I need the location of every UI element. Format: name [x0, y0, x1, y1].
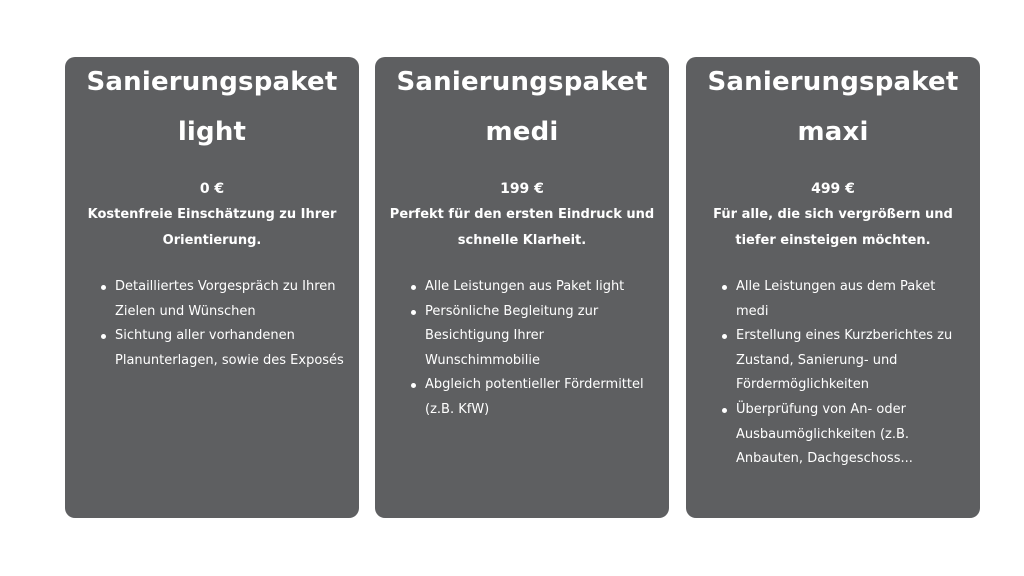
package-card-light [65, 57, 359, 518]
package-title-line: Sanierungspaket [86, 67, 338, 97]
feature-item: Sichtung aller vorhandenen Planunterlagen, sowie des Exposés [65, 324, 351, 373]
package-name: maxi [797, 117, 869, 147]
package-price: 0 € [199, 181, 225, 197]
feature-item: Alle Leistungen aus Paket light [375, 275, 661, 300]
package-name: medi [485, 117, 559, 147]
package-title [65, 57, 359, 157]
feature-item: Detailliertes Vorgespräch zu Ihren Zielen und Wünschen [65, 275, 351, 324]
package-title [686, 57, 980, 157]
package-price: 199 € [500, 181, 544, 197]
feature-item: Persönliche Begleitung zur Besichtigung Ihrer Wunschimmobilie [375, 300, 661, 374]
feature-list [375, 275, 661, 423]
package-title-line: Sanierungspaket [396, 67, 648, 97]
package-title-line: Sanierungspaket [707, 67, 959, 97]
feature-item: Erstellung eines Kurzberichtes zu Zustand, Sanierung- und Fördermöglichkeiten [686, 324, 972, 398]
feature-list [65, 275, 351, 373]
package-card-medi [375, 57, 669, 518]
package-tagline: Kostenfreie Einschätzung zu Ihrer Orientierung. [87, 207, 337, 248]
package-price: 499 € [811, 181, 855, 197]
feature-list [686, 275, 972, 472]
feature-item: Überprüfung von An- oder Ausbaumöglichkeiten (z.B. Anbauten, Dachgeschoss... [686, 398, 972, 472]
package-card-maxi [686, 57, 980, 518]
package-tagline: Für alle, die sich vergrößern und tiefer einsteigen möchten. [713, 207, 953, 248]
feature-item: Abgleich potentieller Fördermittel (z.B. KfW) [375, 373, 661, 422]
package-title [375, 57, 669, 157]
package-name: light [177, 117, 247, 147]
feature-item: Alle Leistungen aus dem Paket medi [686, 275, 972, 324]
package-tagline: Perfekt für den ersten Eindruck und schnelle Klarheit. [389, 207, 655, 248]
